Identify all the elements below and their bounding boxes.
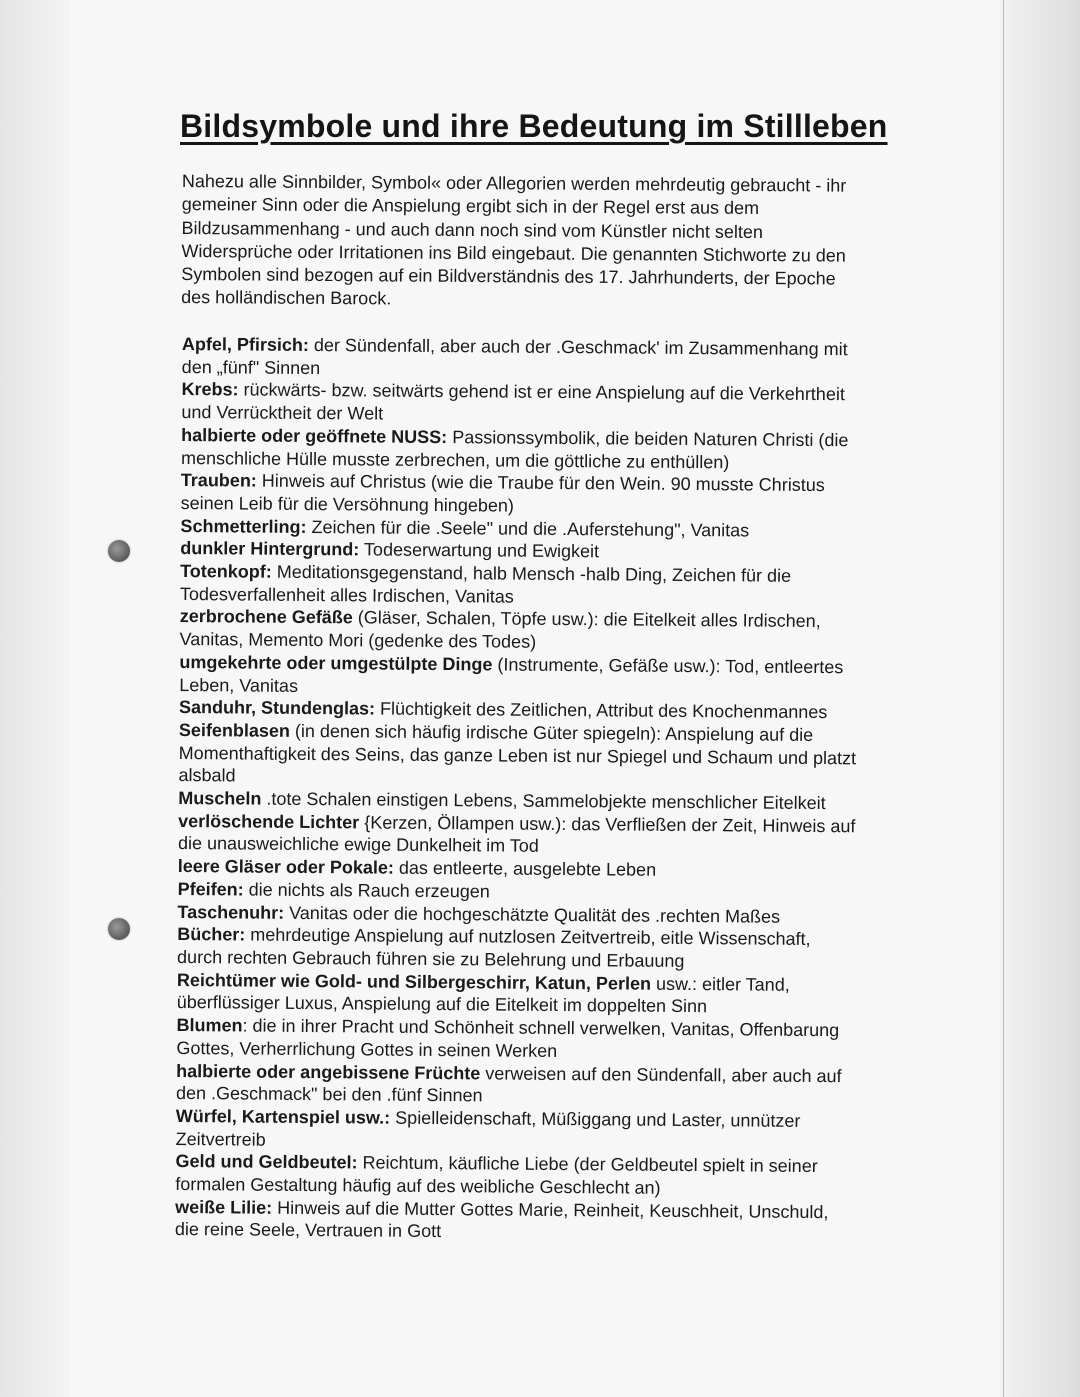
symbol-meaning-continuation: und Verrücktheit der Welt	[181, 402, 384, 424]
symbol-meaning: Passionssymbolik, die beiden Naturen Christi (die	[447, 426, 849, 451]
symbol-entry	[176, 1059, 906, 1110]
symbol-term: weiße Lilie:	[175, 1196, 273, 1218]
symbol-term: Seifenblasen	[178, 719, 291, 741]
punch-hole-icon	[108, 918, 130, 940]
symbol-term: Blumen	[176, 1015, 243, 1036]
symbol-meaning: das entleerte, ausgelebte Leben	[393, 857, 657, 880]
symbol-term: halbierte oder angebissene Früchte	[176, 1060, 481, 1083]
symbol-meaning: .tote Schalen einstigen Lebens, Sammelobjekte menschlicher Eitelkeit	[261, 788, 826, 814]
symbol-term: Schmetterling:	[180, 515, 307, 537]
symbol-meaning-continuation: alsbald	[178, 765, 236, 786]
symbol-meaning-continuation: Momenthaftigkeit des Seins, das ganze Leben ist nur Spiegel und Schaum und platzt	[178, 742, 857, 768]
symbol-meaning-continuation: überflüssiger Luxus, Anspielung auf die Eitelkeit im doppelten Sinn	[176, 992, 708, 1017]
symbol-meaning: Hinweis auf die Mutter Gottes Marie, Reinheit, Keuschheit, Unschuld,	[272, 1197, 829, 1222]
symbol-meaning: Flüchtigkeit des Zeitlichen, Attribut des Knochenmannes	[374, 698, 828, 723]
page-title: Bildsymbole und ihre Bedeutung im Stillleben	[180, 108, 888, 144]
symbol-term: Apfel, Pfirsich:	[181, 333, 310, 355]
symbol-meaning: (Gläser, Schalen, Töpfe usw.): die Eitelkeit alles Irdischen,	[352, 607, 821, 632]
symbol-meaning-continuation: Gottes, Verherrlichung Gottes in seinen Werken	[176, 1037, 558, 1061]
symbol-term: Reichtümer wie Gold- und Silbergeschirr, Katun, Perlen	[176, 969, 652, 994]
symbol-term: Sanduhr, Stundenglas:	[178, 697, 376, 719]
symbol-entry	[176, 1105, 906, 1156]
paper-edge	[1003, 0, 1004, 1397]
symbol-term: leere Gläser oder Pokale:	[177, 856, 395, 878]
symbol-term: halbierte oder geöffnete NUSS:	[181, 424, 448, 447]
symbol-meaning: rückwärts- bzw. seitwärts gehend ist er eine Anspielung auf die Verkehrtheit	[238, 379, 845, 405]
symbol-meaning-continuation: seinen Leib für die Versöhnung hingeben)	[180, 492, 514, 516]
symbol-entry	[180, 605, 910, 656]
symbol-entry	[177, 923, 907, 974]
symbol-meaning-continuation: die unausweichliche ewige Dunkelheit im Tod	[177, 833, 539, 857]
symbol-term: zerbrochene Gefäße	[179, 606, 353, 628]
symbol-meaning-continuation: den „fünf" Sinnen	[181, 356, 321, 378]
symbol-term: Trauben:	[180, 470, 257, 491]
symbol-entry	[182, 333, 912, 384]
symbol-meaning: : die in ihrer Pracht und Schönheit schnell verwelken, Vanitas, Offenbarung	[242, 1015, 840, 1041]
symbol-entry	[175, 1196, 905, 1247]
symbol-meaning: verweisen auf den Sündenfall, aber auch auf	[480, 1062, 842, 1086]
symbol-term: Taschenuhr:	[177, 901, 285, 923]
symbol-meaning-continuation: Vanitas, Memento Mori (gedenke des Todes)	[179, 629, 537, 652]
intro-line: des holländischen Barock.	[181, 287, 392, 309]
symbol-term: dunkler Hintergrund:	[180, 538, 360, 560]
symbol-meaning-continuation: Zeitvertreib	[175, 1128, 266, 1150]
symbol-term: umgekehrte oder umgestülpte Dinge	[179, 651, 493, 675]
symbol-meaning-continuation: durch rechten Gebrauch führen sie zu Belehrung und Erbauung	[177, 946, 685, 971]
symbol-entry	[178, 810, 908, 861]
symbol-meaning-continuation: Leben, Vanitas	[179, 674, 299, 696]
symbol-meaning: Reichtum, käufliche Liebe (der Geldbeutel spielt in seiner	[357, 1152, 818, 1177]
symbol-entry	[181, 424, 911, 475]
symbol-meaning-continuation: den .Geschmack" bei den .fünf Sinnen	[175, 1083, 483, 1106]
symbol-term: Muscheln	[178, 788, 262, 809]
symbol-term: Bücher:	[177, 924, 246, 945]
symbol-meaning-continuation: die reine Seele, Vertrauen in Gott	[174, 1219, 442, 1242]
symbol-term: Pfeifen:	[177, 878, 244, 900]
symbol-meaning: Meditationsgegenstand, halb Mensch -halb Ding, Zeichen für die	[271, 561, 792, 586]
symbol-meaning-continuation: Todesverfallenheit alles Irdischen, Vanitas	[179, 583, 514, 607]
symbol-meaning: Hinweis auf Christus (wie die Traube für den Wein. 90 musste Christus	[256, 470, 825, 496]
symbol-meaning: mehrdeutige Anspielung auf nutzlosen Zeitvertreib, eitle Wissenschaft,	[245, 924, 811, 950]
symbol-term: Totenkopf:	[180, 561, 272, 582]
symbol-entry	[181, 469, 911, 520]
symbol-term: Würfel, Kartenspiel usw.:	[175, 1105, 391, 1128]
symbol-meaning: Zeichen für die .Seele" und die .Auferstehung", Vanitas	[306, 516, 750, 541]
punch-hole-icon	[108, 540, 130, 562]
intro-paragraph	[181, 170, 902, 315]
intro-line: Symbolen sind bezogen auf ein Bildverständnis des 17. Jahrhunderts, der Epoche	[181, 264, 836, 289]
symbol-list	[175, 333, 912, 1247]
symbol-entry	[180, 560, 910, 611]
intro-line: Widersprüche oder Irritationen ins Bild eingebaut. Die genannten Stichworte zu den	[181, 240, 846, 266]
intro-line: Bildzusammenhang - und auch dann noch sind vom Künstler nicht selten	[181, 217, 763, 242]
symbol-meaning-continuation: formalen Gestaltung häufig auf des weibliche Geschlecht an)	[175, 1173, 661, 1198]
symbol-meaning: Todeserwartung und Ewigkeit	[359, 539, 600, 562]
symbol-meaning-continuation: menschliche Hülle musste zerbrechen, um die göttliche zu enthüllen)	[180, 447, 730, 472]
symbol-entry	[181, 378, 911, 429]
symbol-entry	[176, 1014, 906, 1065]
intro-line: Nahezu alle Sinnbilder, Symbol« oder Allegorien werden mehrdeutig gebraucht - ihr	[181, 170, 847, 196]
page-shadow-right	[1000, 0, 1080, 1397]
page-shadow-left	[0, 0, 70, 1397]
symbol-meaning: die nichts als Rauch erzeugen	[243, 879, 490, 902]
symbol-entry	[175, 1150, 905, 1201]
symbol-entry	[178, 719, 909, 793]
symbol-meaning: usw.: eitler Tand,	[650, 973, 790, 995]
intro-line: gemeiner Sinn oder die Anspielung ergibt sich in der Regel erst aus dem	[181, 194, 760, 219]
symbol-term: Geld und Geldbeutel:	[175, 1151, 358, 1173]
symbol-meaning: (Instrumente, Gefäße usw.): Tod, entleertes	[492, 654, 844, 678]
symbol-meaning: der Sündenfall, aber auch der .Geschmack' im Zusammenhang mit	[308, 334, 848, 360]
symbol-meaning: {Kerzen, Öllampen usw.): das Verfließen der Zeit, Hinweis auf	[359, 812, 856, 837]
symbol-term: Krebs:	[181, 379, 239, 400]
symbol-meaning: (in denen sich häufig irdische Güter spiegeln): Anspielung auf die	[289, 720, 814, 745]
symbol-entry	[179, 651, 909, 702]
symbol-meaning: Spielleidenschaft, Müßiggang und Laster, unnützer	[390, 1107, 801, 1131]
symbol-meaning: Vanitas oder die hochgeschätzte Qualität des .rechten Maßes	[284, 902, 781, 927]
symbol-entry	[177, 969, 907, 1020]
symbol-term: verlöschende Lichter	[178, 810, 360, 833]
